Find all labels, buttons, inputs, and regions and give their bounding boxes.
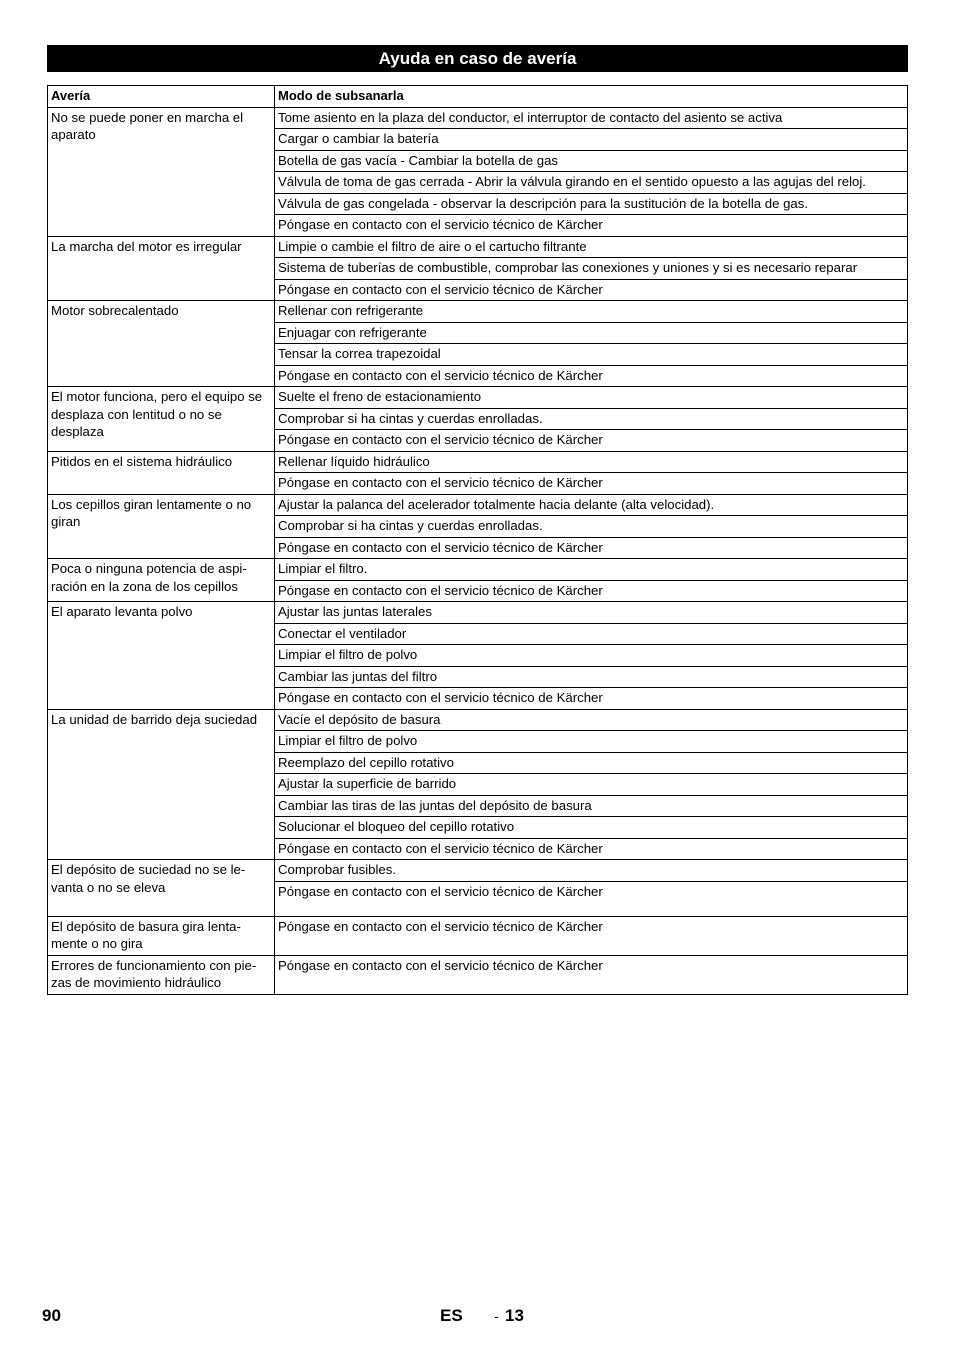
remedy-cell: Válvula de gas congelada - observar la descripción para la sustitución de la botella de gas. bbox=[275, 193, 908, 215]
fault-cell: El depósito de basura gira lenta-mente o no gira bbox=[48, 916, 275, 955]
footer-separator: - bbox=[494, 1308, 499, 1324]
fault-cell: Pitidos en el sistema hidráulico bbox=[48, 451, 275, 494]
remedy-cell: Cambiar las tiras de las juntas del depósito de basura bbox=[275, 795, 908, 817]
remedy-cell: Suelte el freno de estacionamiento bbox=[275, 387, 908, 409]
table-row bbox=[48, 916, 908, 955]
remedy-cell: Póngase en contacto con el servicio técnico de Kärcher bbox=[275, 537, 908, 559]
fault-cell: El depósito de suciedad no se le-vanta o no se eleva bbox=[48, 860, 275, 917]
table-row bbox=[48, 107, 908, 129]
remedy-cell: Comprobar fusibles. bbox=[275, 860, 908, 882]
fault-cell: Motor sobrecalentado bbox=[48, 301, 275, 387]
remedy-cell: Rellenar líquido hidráulico bbox=[275, 451, 908, 473]
remedy-cell: Póngase en contacto con el servicio técnico de Kärcher bbox=[275, 430, 908, 452]
remedy-cell: Rellenar con refrigerante bbox=[275, 301, 908, 323]
fault-cell: Los cepillos giran lentamente o no giran bbox=[48, 494, 275, 559]
troubleshooting-table bbox=[47, 85, 908, 995]
remedy-cell: Póngase en contacto con el servicio técnico de Kärcher bbox=[275, 838, 908, 860]
table-row bbox=[48, 387, 908, 409]
remedy-cell: Cambiar las juntas del filtro bbox=[275, 666, 908, 688]
remedy-cell: Ajustar la palanca del acelerador totalmente hacia delante (alta velocidad). bbox=[275, 494, 908, 516]
table-row bbox=[48, 494, 908, 516]
table-row bbox=[48, 955, 908, 994]
fault-cell: La marcha del motor es irregular bbox=[48, 236, 275, 301]
table-row bbox=[48, 559, 908, 581]
language-code: ES bbox=[440, 1306, 463, 1325]
fault-cell: Errores de funcionamiento con pie-zas de movimiento hidráulico bbox=[48, 955, 275, 994]
remedy-cell: Póngase en contacto con el servicio técnico de Kärcher bbox=[275, 881, 908, 916]
remedy-cell: Póngase en contacto con el servicio técnico de Kärcher bbox=[275, 365, 908, 387]
fault-cell: El aparato levanta polvo bbox=[48, 602, 275, 710]
section-page-number: 13 bbox=[505, 1306, 524, 1325]
remedy-cell: Póngase en contacto con el servicio técnico de Kärcher bbox=[275, 215, 908, 237]
table-row bbox=[48, 451, 908, 473]
table-row bbox=[48, 709, 908, 731]
remedy-cell: Limpie o cambie el filtro de aire o el cartucho filtrante bbox=[275, 236, 908, 258]
remedy-cell: Limpiar el filtro de polvo bbox=[275, 645, 908, 667]
remedy-cell: Tome asiento en la plaza del conductor, el interruptor de contacto del asiento se activa bbox=[275, 107, 908, 129]
remedy-cell: Limpiar el filtro. bbox=[275, 559, 908, 581]
remedy-cell: Póngase en contacto con el servicio técnico de Kärcher bbox=[275, 473, 908, 495]
page-title: Ayuda en caso de avería bbox=[47, 45, 908, 72]
remedy-cell: Conectar el ventilador bbox=[275, 623, 908, 645]
remedy-column-header: Modo de subsanarla bbox=[275, 86, 908, 108]
fault-column-header: Avería bbox=[48, 86, 275, 108]
remedy-cell: Sistema de tuberías de combustible, comprobar las conexiones y uniones y si es necesario reparar bbox=[275, 258, 908, 280]
remedy-cell: Ajustar las juntas laterales bbox=[275, 602, 908, 624]
fault-cell: La unidad de barrido deja suciedad bbox=[48, 709, 275, 860]
table-row bbox=[48, 602, 908, 624]
fault-cell: Poca o ninguna potencia de aspi-ración en la zona de los cepillos bbox=[48, 559, 275, 602]
remedy-cell: Solucionar el bloqueo del cepillo rotativo bbox=[275, 817, 908, 839]
remedy-cell: Póngase en contacto con el servicio técnico de Kärcher bbox=[275, 955, 908, 994]
remedy-cell: Enjuagar con refrigerante bbox=[275, 322, 908, 344]
page-number: 90 bbox=[42, 1306, 61, 1325]
remedy-cell: Comprobar si ha cintas y cuerdas enrolladas. bbox=[275, 516, 908, 538]
remedy-cell: Limpiar el filtro de polvo bbox=[275, 731, 908, 753]
table-body bbox=[48, 107, 908, 994]
remedy-cell: Póngase en contacto con el servicio técnico de Kärcher bbox=[275, 688, 908, 710]
remedy-cell: Válvula de toma de gas cerrada - Abrir la válvula girando en el sentido opuesto a las agujas del reloj. bbox=[275, 172, 908, 194]
table-header-row bbox=[48, 86, 908, 108]
remedy-cell: Reemplazo del cepillo rotativo bbox=[275, 752, 908, 774]
remedy-cell: Comprobar si ha cintas y cuerdas enrolladas. bbox=[275, 408, 908, 430]
remedy-cell: Póngase en contacto con el servicio técnico de Kärcher bbox=[275, 580, 908, 602]
remedy-cell: Póngase en contacto con el servicio técnico de Kärcher bbox=[275, 916, 908, 955]
remedy-cell: Botella de gas vacía - Cambiar la botella de gas bbox=[275, 150, 908, 172]
remedy-cell: Cargar o cambiar la batería bbox=[275, 129, 908, 151]
table-row bbox=[48, 860, 908, 882]
fault-cell: No se puede poner en marcha el aparato bbox=[48, 107, 275, 236]
table-row bbox=[48, 236, 908, 258]
remedy-cell: Tensar la correa trapezoidal bbox=[275, 344, 908, 366]
fault-cell: El motor funciona, pero el equipo se desplaza con lentitud o no se desplaza bbox=[48, 387, 275, 452]
table-row bbox=[48, 301, 908, 323]
remedy-cell: Póngase en contacto con el servicio técnico de Kärcher bbox=[275, 279, 908, 301]
remedy-cell: Ajustar la superficie de barrido bbox=[275, 774, 908, 796]
remedy-cell: Vacíe el depósito de basura bbox=[275, 709, 908, 731]
